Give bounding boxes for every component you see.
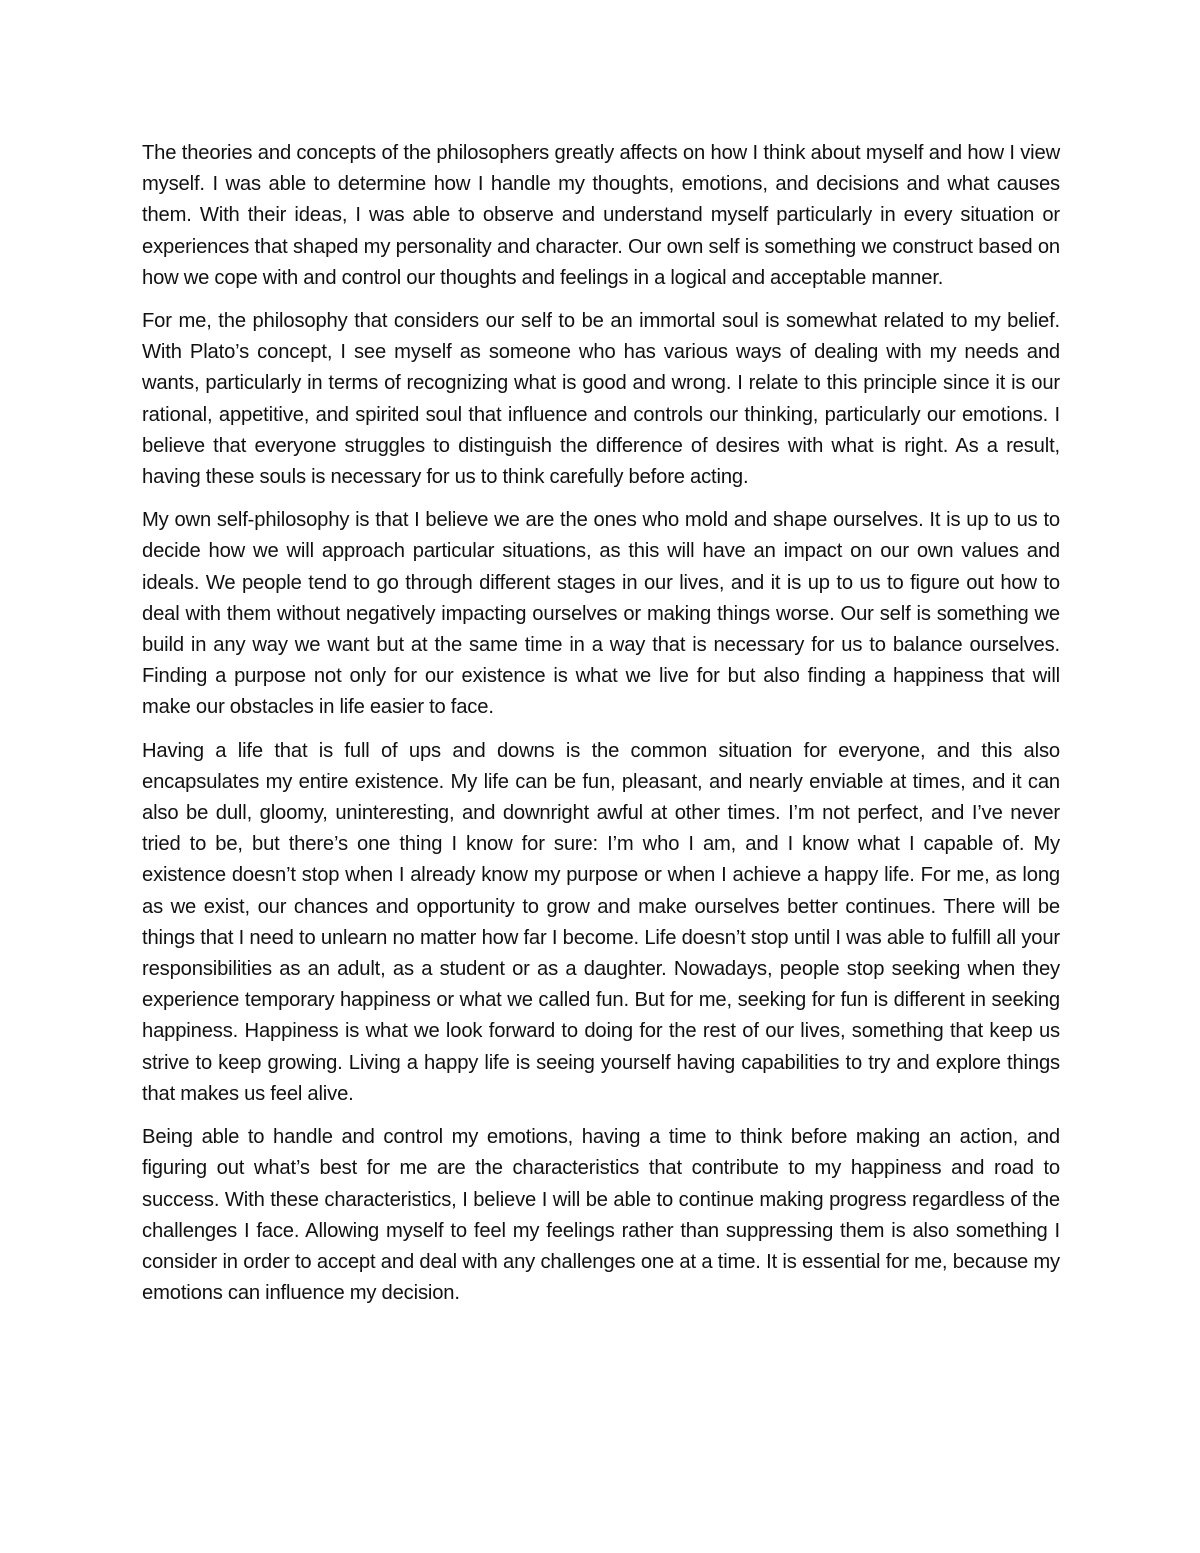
paragraph-3: My own self-philosophy is that I believe we are the ones who mold and shape ourselves. It is up to us to decide how we will approach particular situations, as this will have an impact on our own values and ideals. We people tend to go through different stages in our lives, and it is up to us to figure out how to deal with them without negatively impacting ourselves or making things worse. Our self is something we build in any way we want but at the same time in a way that is necessary for us to balance ourselves. Finding a purpose not only for our existence is what we live for but also finding a happiness that will make our obstacles in life easier to face. [142,509,1060,719]
paragraph-4: Having a life that is full of ups and downs is the common situation for everyone, and this also encapsulates my entire existence. My life can be fun, pleasant, and nearly enviable at times, and it can also be dull, gloomy, uninteresting, and downright awful at other times. I’m not perfect, and I’ve never tried to be, but there’s one thing I know for sure: I’m who I am, and I know what I capable of. My existence doesn’t stop when I already know my purpose or when I achieve a happy life. For me, as long as we exist, our chances and opportunity to grow and make ourselves better continues. There will be things that I need to unlearn no matter how far I become. Life doesn’t stop until I was able to fulfill all your responsibilities as an adult, as a student or as a daughter. Nowadays, people stop seeking when they experience temporary happiness or what we called fun. But for me, seeking for fun is different in seeking happiness. Happiness is what we look forward to doing for the rest of our lives, something that keep us strive to keep growing. Living a happy life is seeing yourself having capabilities to try and explore things that makes us feel alive. [142,739,1060,1105]
document-body [142,138,1060,1321]
paragraph-1: The theories and concepts of the philosophers greatly affects on how I think about myself and how I view myself. I was able to determine how I handle my thoughts, emotions, and decisions and what causes them. With their ideas, I was able to observe and understand myself particularly in every situation or experiences that shaped my personality and character. Our own self is something we construct based on how we cope with and control our thoughts and feelings in a logical and acceptable manner. [142,142,1060,289]
paragraph-5: Being able to handle and control my emotions, having a time to think before making an action, and figuring out what’s best for me are the characteristics that contribute to my happiness and road to success. With these characteristics, I believe I will be able to continue making progress regardless of the challenges I face. Allowing myself to feel my feelings rather than suppressing them is also something I consider in order to accept and deal with any challenges one at a time. It is essential for me, because my emotions can influence my decision. [142,1126,1060,1305]
paragraph-2: For me, the philosophy that considers our self to be an immortal soul is somewhat related to my belief. With Plato’s concept, I see myself as someone who has various ways of dealing with my needs and wants, particularly in terms of recognizing what is good and wrong. I relate to this principle since it is our rational, appetitive, and spirited soul that influence and controls our thinking, particularly our emotions. I believe that everyone struggles to distinguish the difference of desires with what is right. As a result, having these souls is necessary for us to think carefully before acting. [142,310,1060,489]
